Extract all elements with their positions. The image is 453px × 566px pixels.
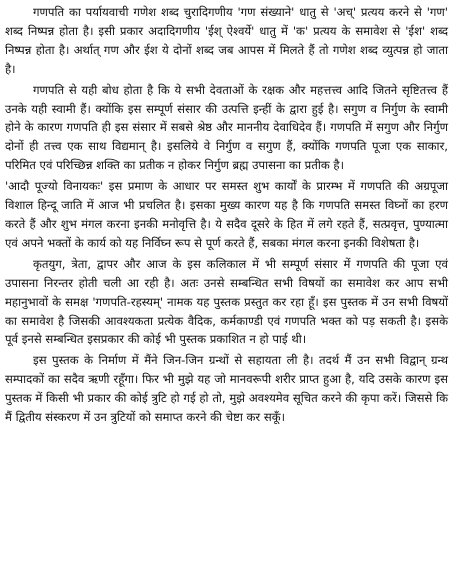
paragraph-book-introduction: कृतयुग, त्रेता, द्वापर और आज के इस कलिकाल में भी सम्पूर्ण संसार में गणपति की पूजा एवं उपासना निरन्तर होती चली आ रही है। अतः उनसे सम्बन्धित सभी विषयों का समावेश कर आप सभी महानुभावों के समक्ष 'गणपति-रहस्यम्' नामक यह पुस्तक प्रस्तुत कर रहा हूँ। इस पुस्तक में उन सभी विषयों का समावेश है जिसकी आवश्यकता प्रत्येक वैदिक, कर्मकाण्डी एवं गणपति भक्त को पड़ सकती है। इसके पूर्व इनसे सम्बन्धित इसप्रकार की कोई भी पुस्तक प्रकाशित न हो पाई थी। — [5, 256, 448, 347]
paragraph-adau-pujyo: 'आदौ पूज्यो विनायकः' इस प्रमाण के आधार पर समस्त शुभ कार्यों के प्रारम्भ में गणपति की अग्रपूजा विशाल हिन्दू जाति में आज भी प्रचलित है। इसका मुख्य कारण यह है कि गणपति समस्त विघ्नों का हरण करते हैं और शुभ मंगल करना इनकी मनोवृत्ति है। ये सदैव दूसरे के हित में लगे रहते हैं, सत्प्रवृत्त, पुण्यात्मा एवं अपने भक्तों के कार्य को यह निर्विघ्न रूप से पूर्ण करते हैं, सबका मंगल करना इनकी विशेषता है। — [5, 179, 448, 250]
paragraph-ganapati-meaning: गणपति से यही बोध होता है कि ये सभी देवताओं के रक्षक और महत्तत्त्व आदि जितने सृष्टितत्त्व हैं उनके यही स्वामी हैं। क्योंकि इस सम्पूर्ण संसार की उत्पत्ति इन्हीं के द्वारा हुई है। सगुण व निर्गुण के स्वामी होने के कारण गणपति ही इस संसार में सबसे श्रेष्ठ और माननीय देवाधिदेव हैं। गणपति में सगुण और निर्गुण दोनों ही तत्त्व एक साथ विद्यमान् है। इसलिये वे निर्गुण व सगुण हैं, क्योंकि गणपति पूजा एक साकार, परिमित एवं परिच्छिन्न शक्ति का प्रतीक न होकर निर्गुण ब्रह्म उपासना का प्रतीक है। — [5, 82, 448, 173]
paragraph-acknowledgement: इस पुस्तक के निर्माण में मैंने जिन-जिन ग्रन्थों से सहायता ली है। तदर्थ मैं उन सभी विद्वान् ग्रन्थ सम्पादकों का सदैव ऋणी रहूँगा। फिर भी मुझे यह जो मानवरूपी शरीर प्राप्त हुआ है, यदि उसके कारण इस पुस्तक में किसी भी प्रकार की कोई त्रुटि हो गई हो तो, मुझे अवश्यमेव सूचित करने की कृपा करें। जिससे कि मैं द्वितीय संस्करण में उन त्रुटियों को समाप्त करने की चेष्टा कर सकूँ। — [5, 353, 448, 425]
paragraph-etymology: गणपति का पर्यायवाची गणेश शब्द चुरादिगणीय 'गण संख्याने' धातु से 'अच्' प्रत्यय करने से 'गण' शब्द निष्पन्न होता है। इसी प्रकार अदादिगणीय 'ईश् ऐश्वर्ये' धातु में 'क' प्रत्यय के समावेश से 'ईश' शब्द निष्पन्न होता है। अर्थात् गण और ईश ये दोनों शब्द जब आपस में मिलते हैं तो गणेश शब्द व्युत्पन्न हो जाता है। — [5, 5, 448, 76]
